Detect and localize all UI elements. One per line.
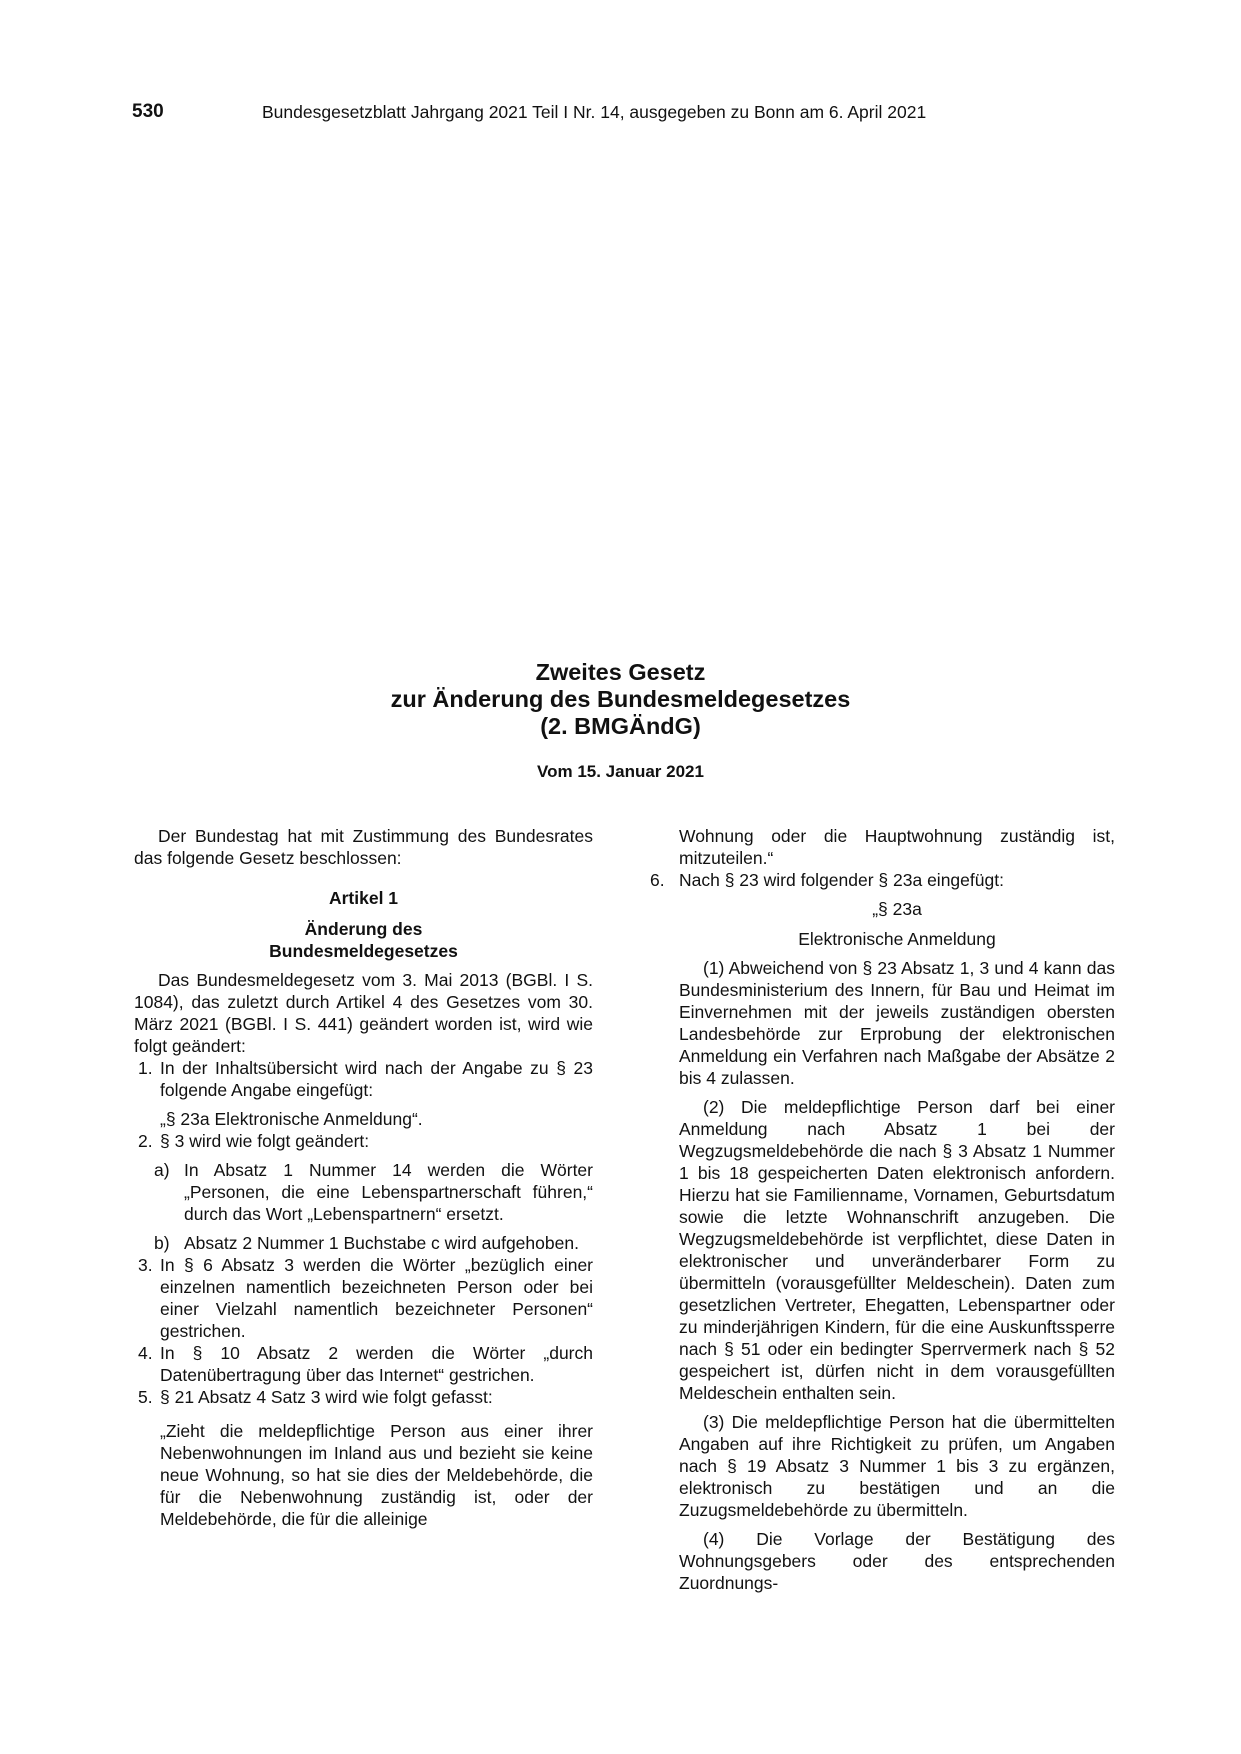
page-header (132, 101, 1112, 125)
paragraph-4: (4) Die Vorlage der Bestätigung des Wohnungsgebers oder des entsprechenden Zuordnungs- (679, 1529, 1115, 1593)
item-number: 2. (138, 1131, 153, 1151)
running-title: Bundesgesetzblatt Jahrgang 2021 Teil I Nr. 14, ausgegeben zu Bonn am 6. April 2021 (262, 102, 927, 122)
item-text: Nach § 23 wird folgender § 23a eingefügt: (679, 870, 1004, 890)
subitem-letter: a) (154, 1160, 170, 1180)
list-item-3 (134, 1254, 593, 1342)
paragraph-3: (3) Die meldepflichtige Person hat die übermittelten Angaben auf ihre Richtigkeit zu prüfen, um Angaben nach § 19 Absatz 3 Nummer 1 bis 3 zu ergänzen, elektronisch zu bestätigen und an die Zuzugsmeldebehörde zu übermitteln. (679, 1412, 1115, 1520)
quote-5: „Zieht die meldepflichtige Person aus einer ihrer Nebenwohnungen im Inland aus und bezieht sie keine neue Wohnung, so hat sie dies der Meldebehörde, die für die Nebenwohnung zuständig ist, oder der Meldebehörde, die für die alleinige (160, 1421, 593, 1529)
list-subitem-2b (154, 1232, 593, 1254)
title-line-2: zur Änderung des Bundesmeldegesetzes (390, 686, 851, 712)
article-title-1: Änderung des (304, 919, 423, 939)
list-subitem-2a (154, 1159, 593, 1225)
list-item-1 (134, 1057, 593, 1101)
list-item-6 (650, 869, 1115, 891)
article-heading: Artikel 1 (328, 888, 399, 908)
law-title (0, 659, 1241, 740)
subitem-letter: b) (154, 1233, 170, 1253)
item-number: 3. (138, 1255, 153, 1275)
left-column (134, 825, 593, 1530)
item-text: In § 10 Absatz 2 werden die Wörter „durch Datenübertragung über das Internet“ gestrichen. (160, 1343, 593, 1385)
item-text: § 21 Absatz 4 Satz 3 wird wie folgt gefasst: (160, 1387, 493, 1407)
paragraph-2: (2) Die meldepflichtige Person darf bei einer Anmeldung nach Absatz 1 bei der Wegzugsmeldebehörde die nach § 3 Absatz 1 Nummer 1 bis 18 gespeicherten Daten elektronisch anfordern. Hierzu hat sie Familienname, Vornamen, Geburtsdatum sowie die letzte Wohnanschrift anzugeben. Die Wegzugsmeldebehörde ist verpflichtet, diese Daten in elektronischer und unveränderbarer Form zu übermitteln (vorausgefüllter Meldeschein). Daten zum gesetzlichen Vertreter, Ehegatten, Lebenspartner oder zu minderjährigen Kindern, für die eine Auskunftssperre nach § 51 oder ein bedingter Sperrvermerk nach § 52 gespeichert ist, dürfen nicht in dem vorausgefüllten Meldeschein enthalten sein. (679, 1097, 1115, 1403)
article-title-2: Bundesmeldegesetzes (269, 941, 458, 961)
subitem-text: Absatz 2 Nummer 1 Buchstabe c wird aufgehoben. (184, 1233, 579, 1253)
title-line-1: Zweites Gesetz (535, 659, 706, 685)
continuation-text: Wohnung oder die Hauptwohnung zuständig ist, mitzuteilen.“ (679, 826, 1115, 868)
law-date: Vom 15. Januar 2021 (537, 762, 704, 781)
list-item-2 (134, 1130, 593, 1152)
title-line-3: (2. BMGÄndG) (540, 713, 701, 739)
list-item-4 (134, 1342, 593, 1386)
item-text: In der Inhaltsübersicht wird nach der Angabe zu § 23 folgende Angabe eingefügt: (160, 1058, 593, 1100)
page-number: 530 (132, 101, 164, 122)
item-number: 1. (138, 1058, 153, 1078)
item-text: § 3 wird wie folgt geändert: (160, 1131, 370, 1151)
enactment-intro: Der Bundestag hat mit Zustimmung des Bundesrates das folgende Gesetz beschlossen: (134, 826, 593, 868)
section-title: Elektronische Anmeldung (798, 929, 996, 949)
item-number: 5. (138, 1387, 153, 1407)
quote-1: „§ 23a Elektronische Anmeldung“. (160, 1109, 423, 1129)
article-intro: Das Bundesmeldegesetz vom 3. Mai 2013 (BGBl. I S. 1084), das zuletzt durch Artikel 4 des Gesetzes vom 30. März 2021 (BGBl. I S. 441) geändert worden ist, wird wie folgt geändert: (134, 970, 593, 1056)
paragraph-1: (1) Abweichend von § 23 Absatz 1, 3 und 4 kann das Bundesministerium des Innern, für Bau und Heimat im Einvernehmen mit der jeweils zuständigen obersten Landesbehörde zur Erprobung der elektronischen Anmeldung ein Verfahren nach Maßgabe der Absätze 2 bis 4 zulassen. (679, 958, 1115, 1088)
item-number: 4. (138, 1343, 153, 1363)
item-number: 6. (650, 870, 665, 890)
item-text: In § 6 Absatz 3 werden die Wörter „bezüglich einer einzelnen namentlich bezeichneten Person oder bei einer Vielzahl namentlich bezeichneter Personen“ gestrichen. (160, 1255, 593, 1341)
right-column (650, 825, 1115, 1594)
section-heading: „§ 23a (872, 899, 922, 919)
list-item-5 (134, 1386, 593, 1408)
subitem-text: In Absatz 1 Nummer 14 werden die Wörter „Personen, die eine Lebenspartnerschaft führen,“ durch das Wort „Lebenspartnern“ ersetzt. (184, 1160, 593, 1224)
